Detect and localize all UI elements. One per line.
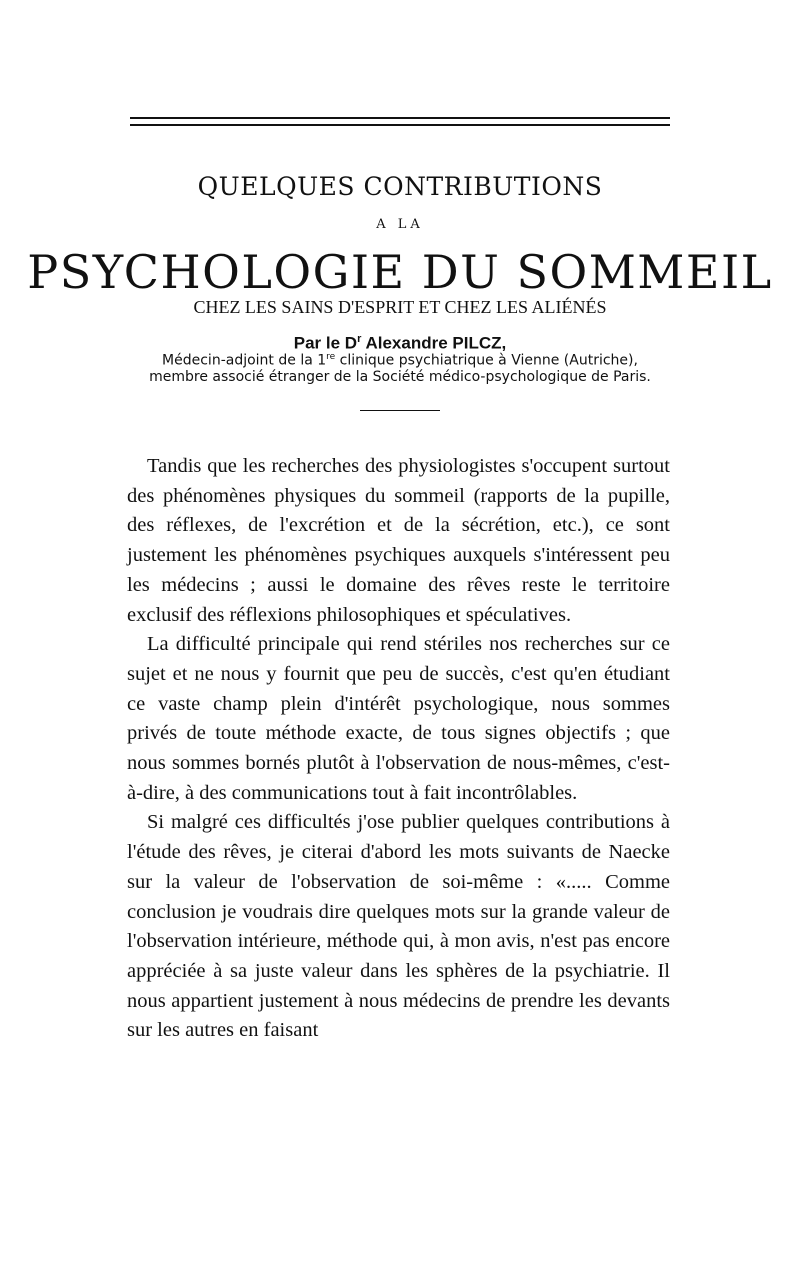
paragraph-3: Si malgré ces difficultés j'ose publier quelques contributions à l'étude des rêves, je citerai d'abord les mots suivants de Naecke sur la valeur de l'observation de soi-même : «..... Comme conclusion je voudrais dire quelques mots sur la grande valeur de l'observation intérieure, méthode qui, à mon avis, n'est pas encore appréciée à sa juste valeur dans les sphères de la psychiatrie. Il nous appartient justement à nous médecins de prendre les devants sur les autres en faisant [127,811,670,1042]
author-byline [0,333,800,354]
page-title: PSYCHOLOGIE DU SOMMEIL [27,245,773,299]
byline-sup: r [357,333,362,345]
affiliation-1-post: clinique psychiatrique à Vienne (Autriche), [335,352,638,369]
title-connector: A LA [376,217,424,232]
article-body [127,452,670,1046]
title-kicker: QUELQUES CONTRIBUTIONS [197,172,603,201]
author-affiliation-2: membre associé étranger de la Société médico-psychologique de Paris. [149,369,651,385]
header-double-rule [130,117,670,126]
author-name: Alexandre PILCZ, [361,333,507,353]
paragraph-1: Tandis que les recherches des physiologistes s'occupent surtout des phénomènes physiques du sommeil (rapports de la pupille, des réflexes, de l'excrétion et de la sécrétion, etc.), ce sont justement les phénomènes psychiques auxquels s'intéressent peu les médecins ; aussi le domaine des rêves reste le territoire exclusif des réflexions philosophiques et spéculatives. [127,455,670,626]
author-affiliation-1 [0,352,800,369]
section-divider [360,410,440,411]
affiliation-1-sup: re [326,352,336,362]
paragraph-2: La difficulté principale qui rend stériles nos recherches sur ce sujet et ne nous y fournit que peu de succès, c'est qu'en étudiant ce vaste champ plein d'intérêt psychologique, nous sommes privés de toute méthode exacte, de tous signes objectifs ; que nous sommes bornés plutôt à l'observation de nous-mêmes, c'est-à-dire, à des communications tout à fait incontrôlables. [127,633,670,804]
byline-prefix: Par le D [293,333,358,353]
page-subtitle: CHEZ LES SAINS D'ESPRIT ET CHEZ LES ALIÉNÉS [193,297,607,317]
affiliation-1-pre: Médecin-adjoint de la 1 [162,352,327,369]
